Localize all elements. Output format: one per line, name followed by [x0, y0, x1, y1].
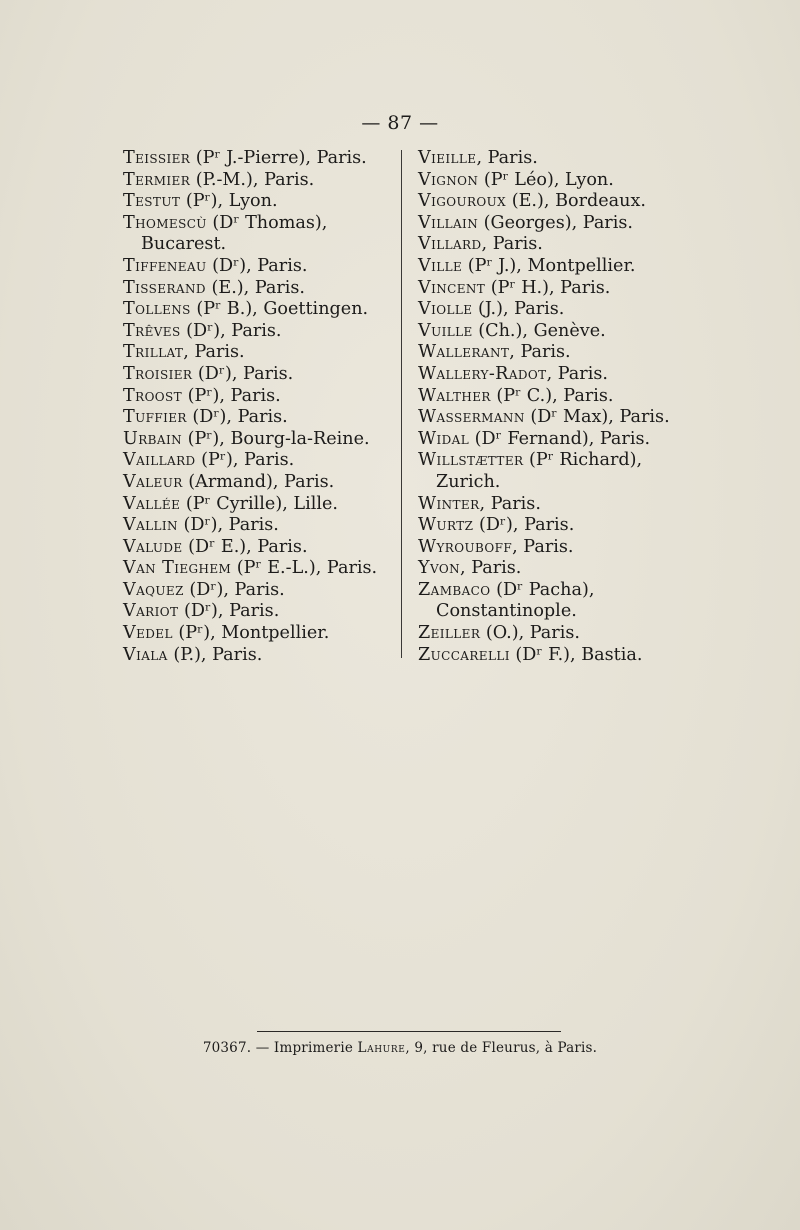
entry-details: (Pʳ J.), Montpellier.	[462, 255, 636, 276]
directory-entry	[123, 601, 395, 623]
entry-name: Testut	[123, 191, 181, 212]
entry-name: Valeur	[123, 471, 183, 492]
entry-details: (Pʳ E.-L.), Paris.	[231, 558, 378, 579]
entry-details: (Pʳ B.), Goettingen.	[190, 299, 369, 320]
entry-name: Valude	[123, 536, 183, 557]
entry-details: , Paris.	[512, 536, 574, 557]
directory-entry	[123, 580, 395, 602]
entry-name: Vigouroux	[418, 191, 507, 212]
directory-entry	[123, 170, 395, 192]
entry-name: Vieille	[418, 148, 477, 168]
entry-name: Zeiller	[418, 623, 481, 644]
directory-entry	[418, 407, 693, 429]
entry-name: Troisier	[123, 363, 193, 384]
entry-details: (Pʳ H.), Paris.	[485, 277, 611, 298]
entry-details: (Pʳ J.-Pierre), Paris.	[190, 148, 367, 168]
entry-details: , Paris.	[481, 234, 543, 255]
entry-name: Villard	[418, 234, 482, 255]
entry-name: Widal	[418, 428, 470, 449]
entry-details: (Dʳ), Paris.	[186, 407, 288, 428]
entry-details: , Paris.	[546, 363, 608, 384]
entry-name: Trêves	[123, 320, 181, 341]
entry-details: (P.), Paris.	[167, 644, 263, 665]
entry-name: Teissier	[123, 148, 191, 168]
entry-name: Vedel	[123, 623, 173, 644]
entry-details: (Pʳ), Montpellier.	[172, 623, 330, 644]
directory-entry	[418, 256, 693, 278]
directory-entry	[123, 429, 395, 451]
entry-details: (Pʳ Léo), Lyon.	[478, 169, 614, 190]
entry-name: Wyrouboff	[418, 536, 513, 557]
directory-entry	[123, 299, 395, 321]
entry-name: Vallée	[123, 493, 181, 514]
page-number: — 87 —	[361, 112, 439, 134]
entry-name: Yvon	[418, 558, 461, 579]
directory-entry	[123, 278, 395, 300]
entry-name: Ville	[418, 255, 463, 276]
entry-name: Walther	[418, 385, 491, 406]
printer-imprint	[0, 1040, 800, 1056]
entry-name: Vuille	[418, 320, 473, 341]
entry-name: Zuccarelli	[418, 644, 510, 665]
directory-entry	[418, 213, 693, 235]
directory-entry	[123, 148, 395, 170]
entry-details: (Armand), Paris.	[182, 471, 335, 492]
directory-entry	[123, 515, 395, 537]
directory-entry	[418, 364, 693, 386]
entry-details: (P.-M.), Paris.	[190, 169, 315, 190]
entry-details: (Dʳ), Paris.	[178, 601, 280, 622]
entry-name: Vincent	[418, 277, 486, 298]
directory-entry	[418, 170, 693, 192]
directory-entry	[418, 623, 693, 645]
directory-entry	[418, 386, 693, 408]
directory-entry	[123, 645, 395, 667]
entry-name: Vaquez	[123, 579, 184, 600]
entry-details: (J.), Paris.	[472, 299, 565, 320]
directory-entry	[123, 256, 395, 278]
directory-entry	[123, 558, 395, 580]
directory-entry	[418, 450, 693, 493]
entry-details: (Dʳ), Paris.	[180, 320, 282, 341]
entry-details: (E.), Paris.	[205, 277, 306, 298]
left-column	[123, 148, 395, 666]
directory-entry	[418, 234, 693, 256]
entry-name: Trillat	[123, 342, 184, 363]
entry-details: (Dʳ E.), Paris.	[182, 536, 308, 557]
entry-name: Urbain	[123, 428, 182, 449]
entry-name: Viala	[123, 644, 168, 665]
entry-details: (Dʳ), Paris.	[177, 515, 279, 536]
entry-name: Van Tieghem	[123, 558, 232, 579]
entry-name: Wallery-Radot	[418, 363, 547, 384]
directory-entry	[418, 645, 693, 667]
entry-name: Wassermann	[418, 407, 525, 428]
directory-entry	[123, 407, 395, 429]
directory-entry	[418, 321, 693, 343]
entry-name: Villain	[418, 212, 479, 233]
entry-details: , Paris.	[183, 342, 245, 363]
entry-details: (Pʳ), Lyon.	[180, 191, 278, 212]
entry-details: (Pʳ Cyrille), Lille.	[180, 493, 338, 514]
entry-details: , Paris.	[479, 493, 541, 514]
directory-entry	[418, 558, 693, 580]
entry-details: (Dʳ F.), Bastia.	[509, 644, 643, 665]
directory-entry	[123, 623, 395, 645]
footer-rule	[257, 1031, 561, 1032]
entry-details: (Georges), Paris.	[478, 212, 633, 233]
imprint-prefix: 70367. — Imprimerie	[202, 1040, 358, 1056]
entry-details: (Dʳ Fernand), Paris.	[469, 428, 651, 449]
entry-details: (Pʳ Richard), Zurich.	[436, 450, 643, 492]
entry-name: Vignon	[418, 169, 479, 190]
entry-details: (Dʳ), Paris.	[473, 515, 575, 536]
imprint-suffix: , 9, rue de Fleurus, à Paris.	[405, 1040, 598, 1056]
entry-name: Wurtz	[418, 515, 474, 536]
entry-details: (Dʳ Max), Paris.	[524, 407, 670, 428]
entry-details: , Paris.	[460, 558, 522, 579]
entry-details: (Pʳ C.), Paris.	[490, 385, 614, 406]
directory-entry	[418, 191, 693, 213]
directory-entry	[418, 278, 693, 300]
directory-entry	[123, 537, 395, 559]
entry-name: Thomescù	[123, 212, 207, 233]
imprint-printer-name: Lahure	[357, 1040, 406, 1056]
directory-entry	[418, 429, 693, 451]
directory-entry	[123, 450, 395, 472]
entry-name: Variot	[123, 601, 179, 622]
directory-entry	[418, 515, 693, 537]
directory-entry	[123, 191, 395, 213]
entry-details: (O.), Paris.	[480, 623, 580, 644]
entry-details: , Paris.	[509, 342, 571, 363]
entry-name: Winter	[418, 493, 480, 514]
directory-entry	[123, 213, 395, 256]
entry-details: (Ch.), Genève.	[472, 320, 606, 341]
directory-entry	[123, 472, 395, 494]
directory-entry	[123, 321, 395, 343]
directory-entry	[418, 342, 693, 364]
entry-name: Tollens	[123, 299, 191, 320]
directory-entry	[123, 342, 395, 364]
entry-details: (Pʳ), Paris.	[182, 385, 281, 406]
entry-details: (Dʳ Pacha), Constantinople.	[436, 579, 595, 622]
entry-details: (Dʳ), Paris.	[206, 255, 308, 276]
entry-details: (Dʳ), Paris.	[183, 579, 285, 600]
entry-details: (E.), Bordeaux.	[506, 191, 647, 212]
column-divider	[401, 150, 402, 658]
directory-entry	[418, 148, 693, 170]
entry-name: Violle	[418, 299, 473, 320]
entry-name: Vaillard	[123, 450, 196, 471]
entry-name: Wallerant	[418, 342, 510, 363]
entry-name: Vallin	[123, 515, 178, 536]
entry-name: Zambaco	[418, 579, 491, 600]
directory-entry	[123, 386, 395, 408]
entry-details: , Paris.	[476, 148, 538, 168]
entry-name: Willstætter	[418, 450, 524, 471]
directory-entry	[123, 494, 395, 516]
entry-name: Tisserand	[123, 277, 206, 298]
directory-entry	[418, 580, 693, 623]
entry-details: (Dʳ Thomas), Bucarest.	[141, 212, 328, 255]
entry-details: (Pʳ), Bourg-la-Reine.	[182, 428, 370, 449]
right-column	[418, 148, 693, 666]
directory-entry	[418, 299, 693, 321]
entry-name: Tuffier	[123, 407, 187, 428]
entry-name: Troost	[123, 385, 183, 406]
entry-name: Tiffeneau	[123, 255, 207, 276]
directory-entry	[123, 364, 395, 386]
directory-entry	[418, 494, 693, 516]
entry-details: (Dʳ), Paris.	[192, 363, 294, 384]
entry-details: (Pʳ), Paris.	[195, 450, 295, 471]
directory-entry	[418, 537, 693, 559]
entry-name: Termier	[123, 169, 191, 190]
